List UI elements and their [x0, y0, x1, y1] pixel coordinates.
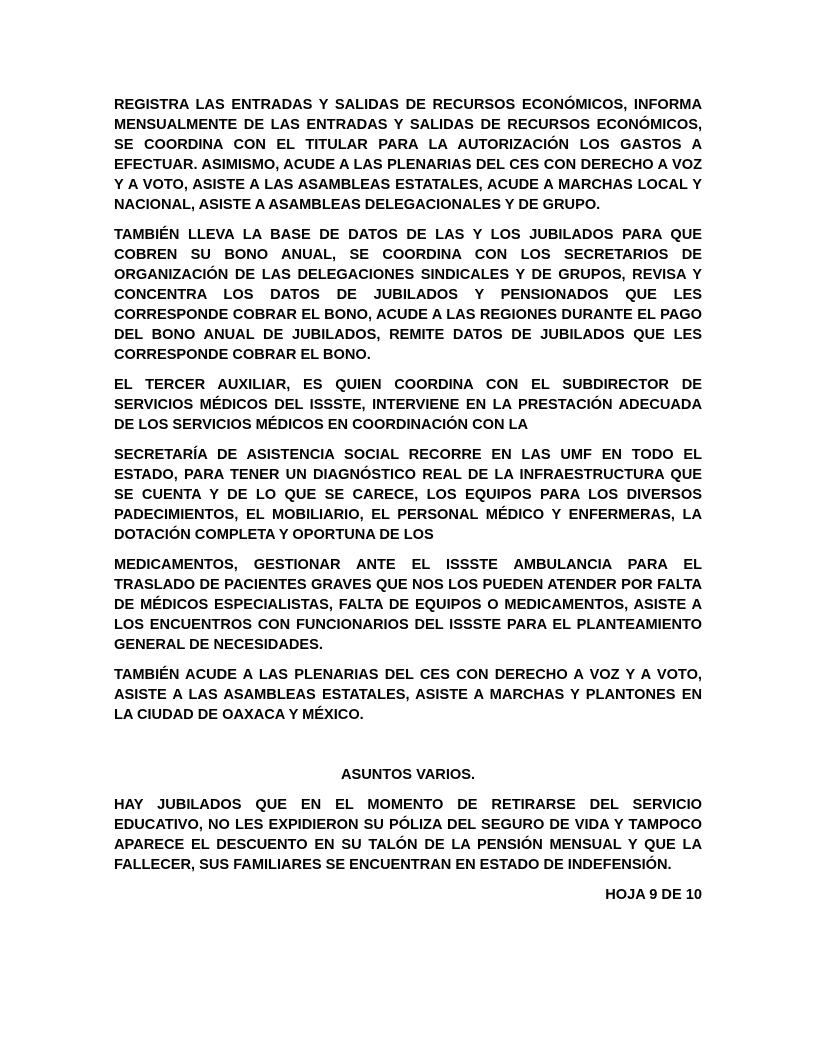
section-heading-asuntos-varios: ASUNTOS VARIOS. [340, 767, 476, 783]
paragraph-finance-duties: REGISTRA LAS ENTRADAS Y SALIDAS DE RECURSOS ECONÓMICOS, INFORMA MENSUALMENTE DE LAS ENTRADAS Y SALIDAS DE RECURSOS ECONÓMICOS, SE COORDINA CON EL TITULAR PARA LA AUTORIZACIÓN LOS GASTOS A EFECTUAR. ASIMISMO, ACUDE A LAS PLENARIAS DEL CES CON DERECHO A VOZ Y A VOTO, ASISTE A LAS ASAMBLEAS ESTATALES, ACUDE A MARCHAS LOCAL Y NACIONAL, ASISTE A ASAMBLEAS DELEGACIONALES Y DE GRUPO. [114, 97, 702, 213]
paragraph-social-assistance: SECRETARÍA DE ASISTENCIA SOCIAL RECORRE EN LAS UMF EN TODO EL ESTADO, PARA TENER UN DIAGNÓSTICO REAL DE LA INFRAESTRUCTURA QUE SE CUENTA Y DE LO QUE SE CARECE, LOS EQUIPOS PARA LOS DIVERSOS PADECIMIENTOS, EL MOBILIARIO, EL PERSONAL MÉDICO Y ENFERMERAS, LA DOTACIÓN COMPLETA Y OPORTUNA DE LOS [114, 447, 702, 543]
paragraph-plenary-attendance: TAMBIÉN ACUDE A LAS PLENARIAS DEL CES CON DERECHO A VOZ Y A VOTO, ASISTE A LAS ASAMBLEAS ESTATALES, ASISTE A MARCHAS Y PLANTONES EN LA CIUDAD DE OAXACA Y MÉXICO. [114, 667, 702, 723]
paragraph-medications: MEDICAMENTOS, GESTIONAR ANTE EL ISSSTE AMBULANCIA PARA EL TRASLADO DE PACIENTES GRAVES QUE NOS LOS PUEDEN ATENDER POR FALTA DE MÉDICOS ESPECIALISTAS, FALTA DE EQUIPOS O MEDICAMENTOS, ASISTE A LOS ENCUENTROS CON FUNCIONARIOS DEL ISSSTE PARA EL PLANTEAMIENTO GENERAL DE NECESIDADES. [114, 557, 702, 653]
paragraph-retirees-insurance: HAY JUBILADOS QUE EN EL MOMENTO DE RETIRARSE DEL SERVICIO EDUCATIVO, NO LES EXPIDIERON SU PÓLIZA DEL SEGURO DE VIDA Y TAMPOCO APARECE EL DESCUENTO EN SU TALÓN DE LA PENSIÓN MENSUAL Y QUE LA FALLECER, SUS FAMILIARES SE ENCUENTRAN EN ESTADO DE INDEFENSIÓN. [114, 797, 702, 873]
page-number: HOJA 9 DE 10 [605, 887, 702, 903]
paragraph-retiree-database: TAMBIÉN LLEVA LA BASE DE DATOS DE LAS Y LOS JUBILADOS PARA QUE COBREN SU BONO ANUAL, SE COORDINA CON LOS SECRETARIOS DE ORGANIZACIÓN DE LAS DELEGACIONES SINDICALES Y DE GRUPOS, REVISA Y CONCENTRA LOS DATOS DE JUBILADOS Y PENSIONADOS QUE LES CORRESPONDE COBRAR EL BONO, ACUDE A LAS REGIONES DURANTE EL PAGO DEL BONO ANUAL DE JUBILADOS, REMITE DATOS DE JUBILADOS QUE LES CORRESPONDE COBRAR EL BONO. [114, 227, 702, 363]
document-page [114, 95, 702, 905]
paragraph-third-auxiliary: EL TERCER AUXILIAR, ES QUIEN COORDINA CON EL SUBDIRECTOR DE SERVICIOS MÉDICOS DEL ISSSTE, INTERVIENE EN LA PRESTACIÓN ADECUADA DE LOS SERVICIOS MÉDICOS EN COORDINACIÓN CON LA [114, 377, 702, 433]
